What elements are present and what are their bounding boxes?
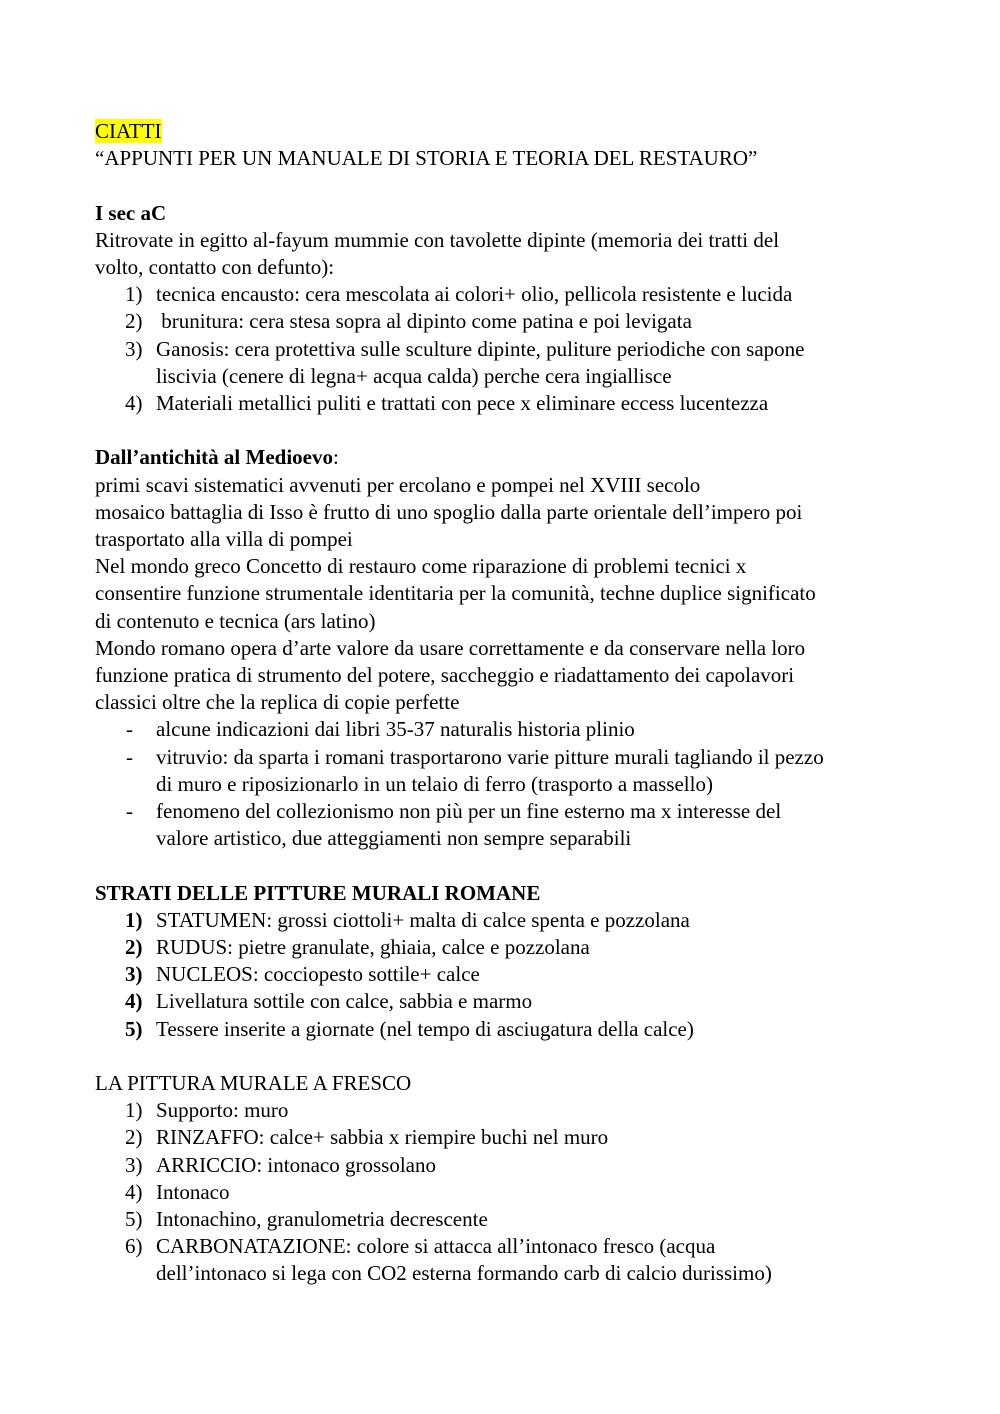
list-item bbox=[95, 1152, 925, 1179]
list-marker: 3) bbox=[125, 962, 143, 987]
spacer bbox=[95, 417, 925, 444]
paragraph-line: Ritrovate in egitto al-fayum mummie con tavolette dipinte (memoria dei tratti del bbox=[95, 227, 780, 252]
list-item bbox=[95, 281, 925, 308]
list-marker: - bbox=[126, 799, 133, 824]
list-item-text: Intonaco bbox=[156, 1179, 230, 1204]
list-item-text: ARRICCIO: intonaco grossolano bbox=[156, 1152, 436, 1177]
section-heading-suffix: : bbox=[332, 445, 339, 470]
list-item bbox=[95, 744, 925, 798]
list-item-text: Tessere inserite a giornate (nel tempo di asciugatura della calce) bbox=[156, 1016, 694, 1041]
list-marker: 6) bbox=[125, 1234, 143, 1259]
paragraph-line: Nel mondo greco Concetto di restauro come riparazione di problemi tecnici x bbox=[95, 554, 747, 579]
list-item bbox=[95, 961, 925, 988]
paragraph-line: classici oltre che la replica di copie perfette bbox=[95, 690, 460, 715]
paragraph-line: mosaico battaglia di Isso è frutto di uno spoglio dalla parte orientale dell’impero poi bbox=[95, 499, 803, 524]
list-item-text: di muro e riposizionarlo in un telaio di ferro (trasporto a massello) bbox=[156, 771, 713, 796]
list-item-text: Materiali metallici puliti e trattati con pece x eliminare eccess lucentezza bbox=[156, 391, 769, 416]
list-marker: 2) bbox=[125, 1125, 143, 1150]
list-item-text: brunitura: cera stesa sopra al dipinto come patina e poi levigata bbox=[156, 309, 692, 334]
list-item-text: Intonachino, granulometria decrescente bbox=[156, 1207, 488, 1232]
list-item bbox=[95, 1206, 925, 1233]
list-item bbox=[95, 934, 925, 961]
document-title: “APPUNTI PER UN MANUALE DI STORIA E TEORIA DEL RESTAURO” bbox=[95, 146, 758, 171]
list-marker: 4) bbox=[125, 391, 143, 416]
spacer bbox=[95, 172, 925, 199]
section-heading: LA PITTURA MURALE A FRESCO bbox=[95, 1071, 412, 1096]
paragraph-line: funzione pratica di strumento del potere, saccheggio e riadattamento dei capolavori bbox=[95, 663, 795, 688]
list-item bbox=[95, 798, 925, 852]
list-item-text: tecnica encausto: cera mescolata ai colori+ olio, pellicola resistente e lucida bbox=[156, 282, 793, 307]
list-item bbox=[95, 390, 925, 417]
list-item bbox=[95, 907, 925, 934]
list-item bbox=[95, 1097, 925, 1124]
list-marker: 2) bbox=[125, 935, 143, 960]
list-item-text: CARBONATAZIONE: colore si attacca all’intonaco fresco (acqua bbox=[156, 1234, 716, 1259]
paragraph-line: trasportato alla villa di pompei bbox=[95, 527, 353, 552]
list-marker: 1) bbox=[125, 907, 143, 932]
list-item bbox=[95, 1179, 925, 1206]
list-marker: 1) bbox=[125, 1098, 143, 1123]
list-marker: 5) bbox=[125, 1016, 143, 1041]
paragraph-line: di contenuto e tecnica (ars latino) bbox=[95, 608, 376, 633]
paragraph-line: consentire funzione strumentale identitaria per la comunità, techne duplice significato bbox=[95, 581, 816, 606]
list-item-text: RINZAFFO: calce+ sabbia x riempire buchi nel muro bbox=[156, 1125, 609, 1150]
list-item-text: dell’intonaco si lega con CO2 esterna formando carb di calcio durissimo) bbox=[156, 1261, 772, 1286]
author-highlight: CIATTI bbox=[95, 119, 162, 143]
list-item-text: vitruvio: da sparta i romani trasportarono varie pitture murali tagliando il pezzo bbox=[156, 744, 824, 769]
section-heading: I sec aC bbox=[95, 200, 167, 225]
list-marker: - bbox=[126, 744, 133, 769]
list-marker: 2) bbox=[125, 309, 143, 334]
list-marker: 1) bbox=[125, 282, 143, 307]
spacer bbox=[95, 852, 925, 879]
list-item-text: valore artistico, due atteggiamenti non sempre separabili bbox=[156, 826, 632, 851]
list-marker: 4) bbox=[125, 1179, 143, 1204]
list-item bbox=[95, 1124, 925, 1151]
list-item-text: fenomeno del collezionismo non più per un fine esterno ma x interesse del bbox=[156, 799, 782, 824]
list-item-text: liscivia (cenere di legna+ acqua calda) perche cera ingiallisce bbox=[156, 363, 672, 388]
section-heading: Dall’antichità al Medioevo bbox=[95, 445, 333, 470]
list-item bbox=[95, 1233, 925, 1287]
list-marker: 5) bbox=[125, 1207, 143, 1232]
list-item-text: Livellatura sottile con calce, sabbia e marmo bbox=[156, 989, 533, 1014]
list-item-text: RUDUS: pietre granulate, ghiaia, calce e pozzolana bbox=[156, 935, 590, 960]
spacer bbox=[95, 1043, 925, 1070]
paragraph-line: primi scavi sistematici avvenuti per ercolano e pompei nel XVIII secolo bbox=[95, 472, 701, 497]
list-item bbox=[95, 308, 925, 335]
document-body bbox=[95, 118, 925, 1288]
list-item bbox=[95, 988, 925, 1015]
paragraph-line: volto, contatto con defunto): bbox=[95, 255, 335, 279]
list-item-text: alcune indicazioni dai libri 35-37 naturalis historia plinio bbox=[156, 717, 635, 742]
section-heading: STRATI DELLE PITTURE MURALI ROMANE bbox=[95, 880, 541, 905]
list-item-text: STATUMEN: grossi ciottoli+ malta di calce spenta e pozzolana bbox=[156, 907, 690, 932]
list-item-text: Ganosis: cera protettiva sulle sculture dipinte, puliture periodiche con sapone bbox=[156, 336, 805, 361]
paragraph-line: Mondo romano opera d’arte valore da usare correttamente e da conservare nella loro bbox=[95, 635, 806, 660]
author-line bbox=[95, 118, 925, 145]
list-marker: 4) bbox=[125, 989, 143, 1014]
list-item bbox=[95, 716, 925, 743]
section-heading-line bbox=[95, 444, 925, 471]
list-item-text: Supporto: muro bbox=[156, 1098, 289, 1123]
list-marker: 3) bbox=[125, 1152, 143, 1177]
list-item-text: NUCLEOS: cocciopesto sottile+ calce bbox=[156, 962, 480, 987]
list-marker: - bbox=[126, 717, 133, 742]
list-marker: 3) bbox=[125, 336, 143, 361]
list-item bbox=[95, 1016, 925, 1043]
list-item bbox=[95, 336, 925, 390]
